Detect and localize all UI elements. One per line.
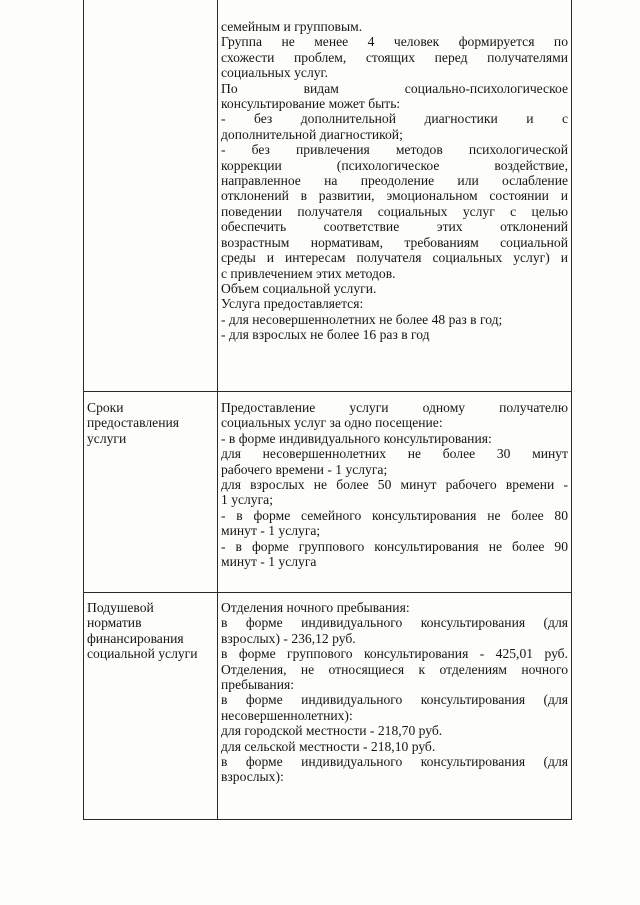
text-line: для сельской местности - 218,10 руб.	[221, 738, 436, 754]
row-divider-2	[83, 592, 572, 593]
row3-label	[87, 600, 217, 662]
text-line: возрастным нормативам, требованиям социальной	[221, 234, 568, 250]
text-line: - для взрослых не более 16 раз в год	[221, 327, 430, 343]
row2-description	[221, 400, 568, 569]
table-border-right	[571, 0, 572, 820]
text-line: среды и интересам получателя социальных услуг) и	[221, 250, 568, 266]
text-line: пребывания:	[221, 677, 295, 693]
text-line: схожести проблем, стоящих перед получателями	[221, 49, 568, 65]
text-line: - без дополнительной диагностики и с	[221, 111, 568, 127]
text-line: дополнительной диагностикой;	[221, 126, 403, 142]
text-line: Группа не менее 4 человек формируется по	[221, 34, 568, 50]
table-bottom-border	[83, 819, 572, 820]
text-line: семейным и групповым.	[221, 19, 363, 34]
text-line: в форме индивидуального консультирования (для	[221, 754, 568, 770]
text-line: с привлечением этих методов.	[221, 265, 396, 281]
label-line: Сроки	[87, 400, 124, 415]
text-line: в форме группового консультирования - 425,01 руб.	[221, 646, 568, 662]
text-line: консультирование может быть:	[221, 96, 401, 112]
text-line: взрослых):	[221, 769, 284, 785]
text-line: для городской местности - 218,70 руб.	[221, 723, 443, 739]
text-line: - без привлечения методов психологической	[221, 142, 568, 158]
text-line: рабочего времени - 1 услуга;	[221, 461, 388, 477]
text-line: направленное на преодоление или ослабление	[221, 173, 568, 189]
text-line: Предоставление услуги одному получателю	[221, 400, 568, 415]
text-line: отклонений в развитии, эмоциональном состоянии и	[221, 188, 568, 204]
text-line: - в форме семейного консультирования не более 80	[221, 507, 568, 523]
text-line: - для несовершеннолетних не более 48 раз в год;	[221, 311, 503, 327]
label-line: Подушевой	[87, 600, 154, 615]
text-line: поведении получателя социальных услуг с целью	[221, 203, 568, 219]
table-border-left	[83, 0, 84, 820]
text-line: в форме индивидуального консультирования (для	[221, 692, 568, 708]
text-line: По видам социально-психологическое	[221, 80, 568, 96]
text-line: несовершеннолетних):	[221, 707, 353, 723]
text-line: для несовершеннолетних не более 30 минут	[221, 446, 568, 462]
table-column-divider	[217, 0, 218, 820]
label-line: услуги	[87, 430, 127, 446]
text-line: взрослых) - 236,12 руб.	[221, 630, 356, 646]
text-line: обеспечить соответствие этих отклонений	[221, 219, 568, 235]
row-divider-1	[83, 391, 572, 392]
row3-description	[221, 600, 568, 785]
text-line: минут - 1 услуга	[221, 554, 317, 570]
text-line: Отделения, не относящиеся к отделениям ночного	[221, 661, 568, 677]
text-line: Отделения ночного пребывания:	[221, 600, 410, 615]
text-line: в форме индивидуального консультирования (для	[221, 615, 568, 631]
text-line: 1 услуга;	[221, 492, 273, 508]
row2-label	[87, 400, 217, 446]
row1-description	[221, 19, 568, 343]
text-line: коррекции (психологическое воздействие,	[221, 157, 568, 173]
label-line: финансирования	[87, 630, 184, 646]
text-line: минут - 1 услуга;	[221, 523, 321, 539]
text-line: - в форме индивидуального консультирования:	[221, 430, 492, 446]
text-line: социальных услуг за одно посещение:	[221, 415, 443, 431]
label-line: норматив	[87, 615, 142, 631]
text-line: социальных услуг.	[221, 65, 328, 81]
text-line: для взрослых не более 50 минут рабочего времени -	[221, 477, 568, 493]
text-line: Объем социальной услуги.	[221, 280, 377, 296]
label-line: предоставления	[87, 415, 180, 431]
text-line: - в форме группового консультирования не более 90	[221, 538, 568, 554]
text-line: Услуга предоставляется:	[221, 296, 364, 312]
label-line: социальной услуги	[87, 646, 198, 662]
